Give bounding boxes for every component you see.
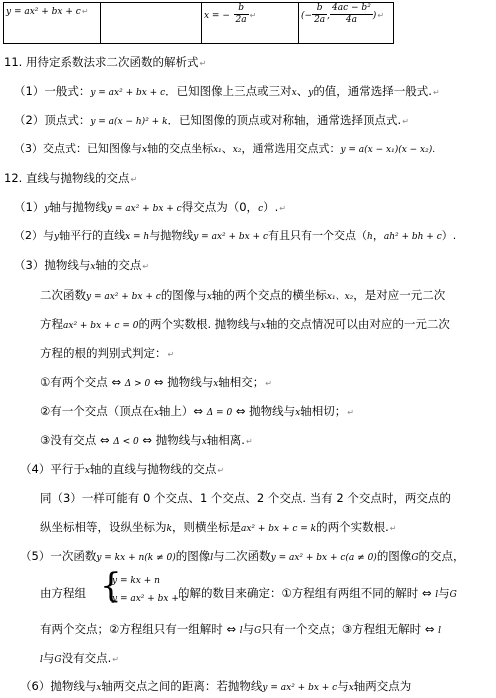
s12-case-two-points: ①有两个交点 ⇔ Δ > 0 ⇔ 抛物线与x轴相交；↵ [40, 375, 272, 389]
vertex-comma: , [327, 11, 331, 21]
system-eq2: y = ax² + bx + c [112, 594, 187, 604]
section-12-title: 12. 直线与抛物线的交点↵ [4, 171, 138, 185]
s12-x-axis-line2: 方程ax² + bx + c = 0的两个实数根. 抛物线与x轴的交点情况可以由对应的一元二次 [40, 317, 450, 331]
vertex-open: (− [301, 11, 313, 21]
s12-x-axis-line3: 方程的根的判别式判定：↵ [40, 346, 175, 360]
formula-table [3, 2, 394, 44]
s12-x-axis-line1: 二次函数y = ax² + bx + c的图像与x轴的两个交点的横坐标x₁、x₂，是对应一元二次 [40, 288, 446, 302]
table-cell-function: y = ax² + bx + c↵ [4, 3, 101, 44]
s12-case-no-point: ③没有交点 ⇔ Δ < 0 ⇔ 抛物线与x轴相离.↵ [40, 433, 253, 447]
system-eq1: y = kx + n [112, 576, 160, 586]
s12-linear-quadratic: （5）一次函数y = kx + n(k ≠ 0)的图像l与二次函数y = ax² + bx + c(a ≠ 0)的图像G的交点， [20, 549, 465, 563]
s12-system-label: 由方程组 [40, 586, 86, 600]
section-11-title: 11. 用待定系数法求二次函数的解析式↵ [4, 55, 207, 69]
table-cell-vertex: (− $\frac{b}{2a}$ , $\frac{\text{4ac − b²}}{4a}$ )↵ [299, 3, 394, 44]
s11-general-form: （1）一般式：y = ax² + bx + c．已知图像上三点或三对x、y的值，通常选择一般式.↵ [14, 84, 440, 98]
axis-lhs: x = − [204, 11, 230, 21]
system-brace: { [100, 566, 122, 606]
s11-vertex-form: （2）顶点式：y = a(x − h)² + k．已知图像的顶点或对称轴，通常选择顶点式.↵ [14, 113, 409, 127]
table-cell-axis: x = − $\frac{b}{2a}$ ↵ [202, 3, 299, 44]
s12-y-axis: （1）y轴与抛物线y = ax² + bx + c得交点为（0，c）.↵ [14, 200, 286, 214]
s12-system-solutions: 的解的数目来确定：①方程组有两组不同的解时 ⇔ l与G [178, 586, 457, 600]
axis-fraction: $\frac{b}{2a}$ [235, 3, 247, 25]
table-cell-empty [101, 3, 202, 44]
s12-parallel-x-line1: 同（3）一样可能有 0 个交点、1 个交点、2 个交点. 当有 2 个交点时，两交点的 [40, 491, 451, 505]
s12-case-one-point: ②有一个交点（顶点在x轴上）⇔ Δ = 0 ⇔ 抛物线与x轴相切；↵ [40, 404, 354, 418]
s12-system-line4: l与G没有交点.↵ [40, 651, 119, 665]
s12-parallel-x-line2: 纵坐标相等，设纵坐标为k，则横坐标是ax² + bx + c = k的两个实数根.↵ [40, 520, 397, 534]
s12-system-line3: 有两个交点；②方程组只有一组解时 ⇔ l与G只有一个交点；③方程组无解时 ⇔ l [40, 622, 442, 636]
s11-intercept-form: （3）交点式：已知图像与x轴的交点坐标x₁、x₂，通常选用交点式：y = a(x − x₁)(x − x₂). [14, 142, 436, 155]
s12-parallel-y: （2）与y轴平行的直线x = h与抛物线y = ax² + bx + c有且只有一个交点（h，ah² + bh + c）. [14, 229, 457, 242]
s12-parallel-x-heading: （4）平行于x轴的直线与抛物线的交点↵ [20, 462, 225, 476]
function-formula: y = ax² + bx + c [6, 7, 81, 17]
s12-distance: （6）抛物线与x轴两交点之间的距离：若抛物线y = ax² + bx + c与x轴两交点为 [20, 679, 412, 693]
s12-x-axis-heading: （3）抛物线与x轴的交点↵ [14, 258, 150, 272]
vertex-fraction-y: $\frac{\text{4ac − b²}}{4a}$ [332, 3, 371, 25]
vertex-close: ) [372, 11, 377, 21]
vertex-fraction-x: $\frac{b}{2a}$ [314, 3, 326, 25]
